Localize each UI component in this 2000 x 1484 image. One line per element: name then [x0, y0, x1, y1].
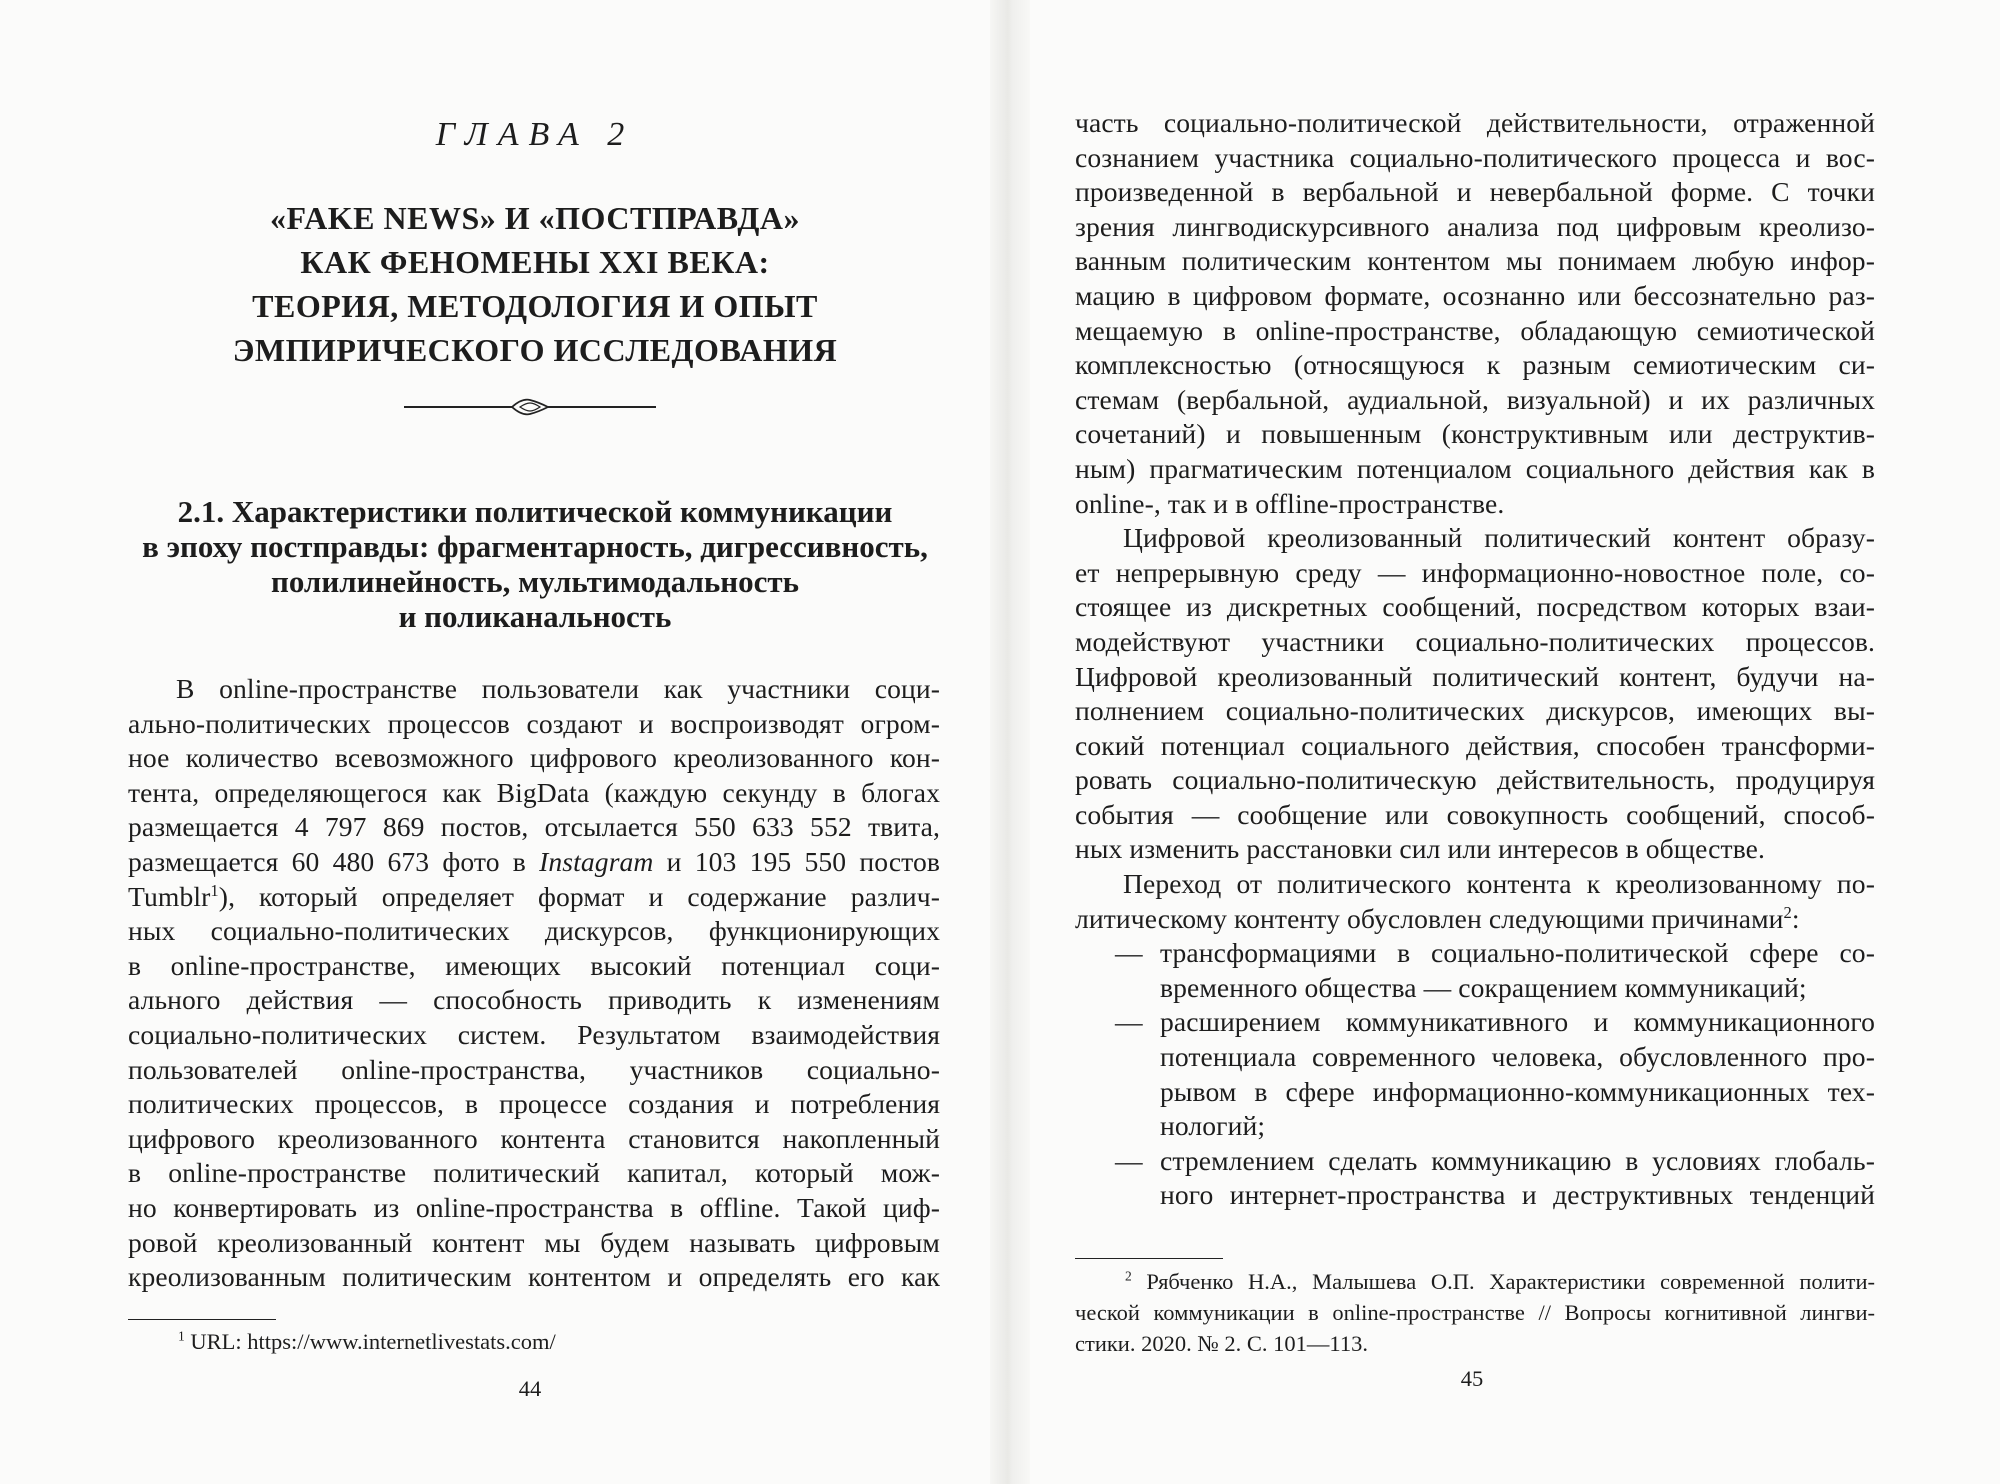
book-gutter [990, 0, 1030, 1484]
body-line: мещаемую в online-пространстве, обладающую семиотической [1075, 314, 1875, 346]
body-text-fragment: размещается 60 480 673 фото в [128, 845, 540, 877]
ornament-divider [400, 396, 660, 418]
list-item [1075, 936, 1875, 971]
body-line: но конвертировать из online-пространства в offline. Такой циф- [128, 1191, 940, 1223]
body-line [128, 845, 940, 880]
body-line: ровать социально-политическую действительность, продуцируя [1075, 764, 1875, 796]
section-title-line: и поликанальность [398, 599, 672, 634]
body-line: ет непрерывную среду — информационно-новостное поле, со- [1075, 556, 1875, 588]
body-text-fragment: Tumblr [128, 880, 211, 912]
list-item [1075, 1178, 1875, 1213]
chapter-title-line: ЭМПИРИЧЕСКОГО ИССЛЕДОВАНИЯ [232, 332, 838, 368]
chapter-title-line: КАК ФЕНОМЕНЫ XXI ВЕКА: [300, 244, 770, 280]
footnote-marker[interactable]: 1 [210, 880, 219, 900]
body-line: цифрового креолизованного контента становится накопленный [128, 1122, 940, 1154]
footnote-rule [1075, 1258, 1223, 1259]
body-text-fragment: и 103 195 550 постов [653, 845, 940, 877]
chapter-title [160, 196, 910, 372]
section-title-line: 2.1. Характеристики политической коммуникации [177, 494, 893, 529]
body-line: в online-пространстве, имеющих высокий потенциал соци- [128, 949, 940, 981]
list-item [1075, 1109, 1875, 1144]
list-item-text: расширением коммуникативного и коммуникационного [1160, 1006, 1875, 1038]
list-dash: — [1115, 1006, 1143, 1038]
list-item-text: рывом в сфере информационно-коммуникационных тех- [1160, 1075, 1875, 1107]
body-line: стемам (вербальной, аудиальной, визуальной) и их различных [1075, 383, 1875, 415]
body-line: online-, так и в offline-пространстве. [1075, 487, 1505, 519]
chapter-label: ГЛАВА 2 [435, 116, 635, 153]
body-line: Переход от политического контента к креолизованному по- [1123, 868, 1875, 900]
list-item [1075, 1040, 1875, 1075]
section-title-line: полилинейность, мультимодальность [270, 564, 799, 599]
list-dash: — [1115, 937, 1143, 969]
page-number: 45 [1460, 1366, 1484, 1391]
body-line: сознанием участника социально-политического процесса и вос- [1075, 141, 1875, 173]
left-body-text [128, 672, 940, 1295]
body-line: полнением социально-политических дискурсов, имеющих вы- [1075, 695, 1875, 727]
list-item-text: трансформациями в социально-политической сфере со- [1160, 937, 1875, 969]
section-title [140, 494, 930, 634]
body-line: в online-пространстве политический капитал, который мож- [128, 1157, 940, 1189]
body-line: ально-политических процессов создают и воспроизводят огром- [128, 707, 940, 739]
footnote-line: ческой коммуникации в online-пространстве // Вопросы когнитивной лингви- [1075, 1300, 1875, 1325]
list-item-text: временного общества — сокращением коммуникаций; [1160, 971, 1807, 1003]
instagram-italic: Instagram [539, 845, 654, 877]
body-line: социально-политических систем. Результатом взаимодействия [128, 1018, 940, 1050]
body-line: креолизованным политическим контентом и определять его как [128, 1261, 940, 1293]
list-item [1075, 1144, 1875, 1179]
body-text-fragment: ), который определяет формат и содержание различ- [218, 880, 940, 912]
body-text-fragment: : [1791, 902, 1800, 934]
list-item-text: потенциала современного человека, обусловленного про- [1160, 1041, 1875, 1073]
body-line: ных социально-политических дискурсов, функционирующих [128, 915, 940, 947]
body-line: ных изменить расстановки сил или интересов в обществе. [1075, 833, 1766, 865]
list-dash: — [1115, 1144, 1143, 1176]
body-line: ванным политическим контентом мы понимаем любую инфор- [1075, 245, 1875, 277]
body-line: произведенной в вербальной и невербальной форме. С точки [1075, 176, 1875, 208]
body-line: зрения лингводискурсивного анализа под цифровым креолизо- [1075, 210, 1875, 242]
footnote [1075, 1266, 1875, 1359]
chapter-title-line: «FAKE NEWS» И «ПОСТПРАВДА» [270, 200, 800, 236]
body-line: события — сообщение или совокупность сообщений, способ- [1075, 798, 1875, 830]
footnote-rule [128, 1319, 276, 1320]
body-line: мацию в цифровом формате, осознанно или бессознательно раз- [1075, 279, 1875, 311]
body-line: ального действия — способность приводить к изменениям [128, 984, 940, 1016]
footnote-url[interactable]: URL: https://www.internetlivestats.com/ [184, 1329, 556, 1354]
right-body-text [1075, 106, 1875, 1213]
footnote-number: 2 [1125, 1268, 1132, 1284]
body-line: Цифровой креолизованный политический контент образу- [1123, 522, 1875, 554]
body-text-fragment: литическому контенту обусловлен следующими причинами [1075, 902, 1784, 934]
footnote [178, 1327, 878, 1357]
footnote-marker[interactable]: 2 [1783, 902, 1792, 922]
body-line: пользователей online-пространства, участников социально- [128, 1053, 940, 1085]
body-line [1075, 902, 1875, 937]
body-line: политических процессов, в процессе создания и потребления [128, 1088, 940, 1120]
page-number: 44 [518, 1376, 542, 1401]
body-line: ровой креолизованный контент мы будем называть цифровым [128, 1226, 940, 1258]
footnote-text: Рябченко Н.А., Малышева О.П. Характеристики современной полити- [1131, 1269, 1875, 1294]
body-line: ным) прагматическим потенциалом социального действия как в [1075, 452, 1875, 484]
footnote-line: стики. 2020. № 2. С. 101—113. [1075, 1331, 1368, 1356]
list-item [1075, 1075, 1875, 1110]
body-line: сокий потенциал социального действия, способен трансформи- [1075, 729, 1875, 761]
body-line: сочетаний) и повышенным (конструктивным или деструктив- [1075, 418, 1875, 450]
list-item [1075, 1005, 1875, 1040]
list-item-text: стремлением сделать коммуникацию в условиях глобаль- [1160, 1144, 1875, 1176]
body-line: ное количество всевозможного цифрового креолизованного кон- [128, 742, 940, 774]
body-line: часть социально-политической действительности, отраженной [1075, 107, 1875, 138]
body-line: комплексностью (относящуюся к разным семиотическим си- [1075, 349, 1875, 381]
footnote-number: 1 [178, 1328, 185, 1344]
body-line: Цифровой креолизованный политический контент, будучи на- [1075, 660, 1875, 692]
list-item [1075, 971, 1875, 1006]
section-title-line: в эпоху постправды: фрагментарность, дигрессивность, [142, 529, 928, 564]
body-line: модействуют участники социально-политических процессов. [1075, 625, 1875, 657]
list-item-text: нологий; [1160, 1110, 1266, 1142]
list-item-text: ного интернет-пространства и деструктивных тенденций [1160, 1179, 1875, 1211]
body-line: тента, определяющегося как BigData (каждую секунду в блогах [128, 776, 940, 808]
body-line [128, 880, 940, 915]
footnote-line [1075, 1266, 1875, 1297]
body-line: В online-пространстве пользователи как участники соци- [176, 673, 940, 704]
chapter-title-line: ТЕОРИЯ, МЕТОДОЛОГИЯ И ОПЫТ [252, 288, 818, 324]
body-line: размещается 4 797 869 постов, отсылается 550 633 552 твита, [128, 811, 940, 843]
body-line: стоящее из дискретных сообщений, посредством которых взаи- [1075, 591, 1875, 623]
